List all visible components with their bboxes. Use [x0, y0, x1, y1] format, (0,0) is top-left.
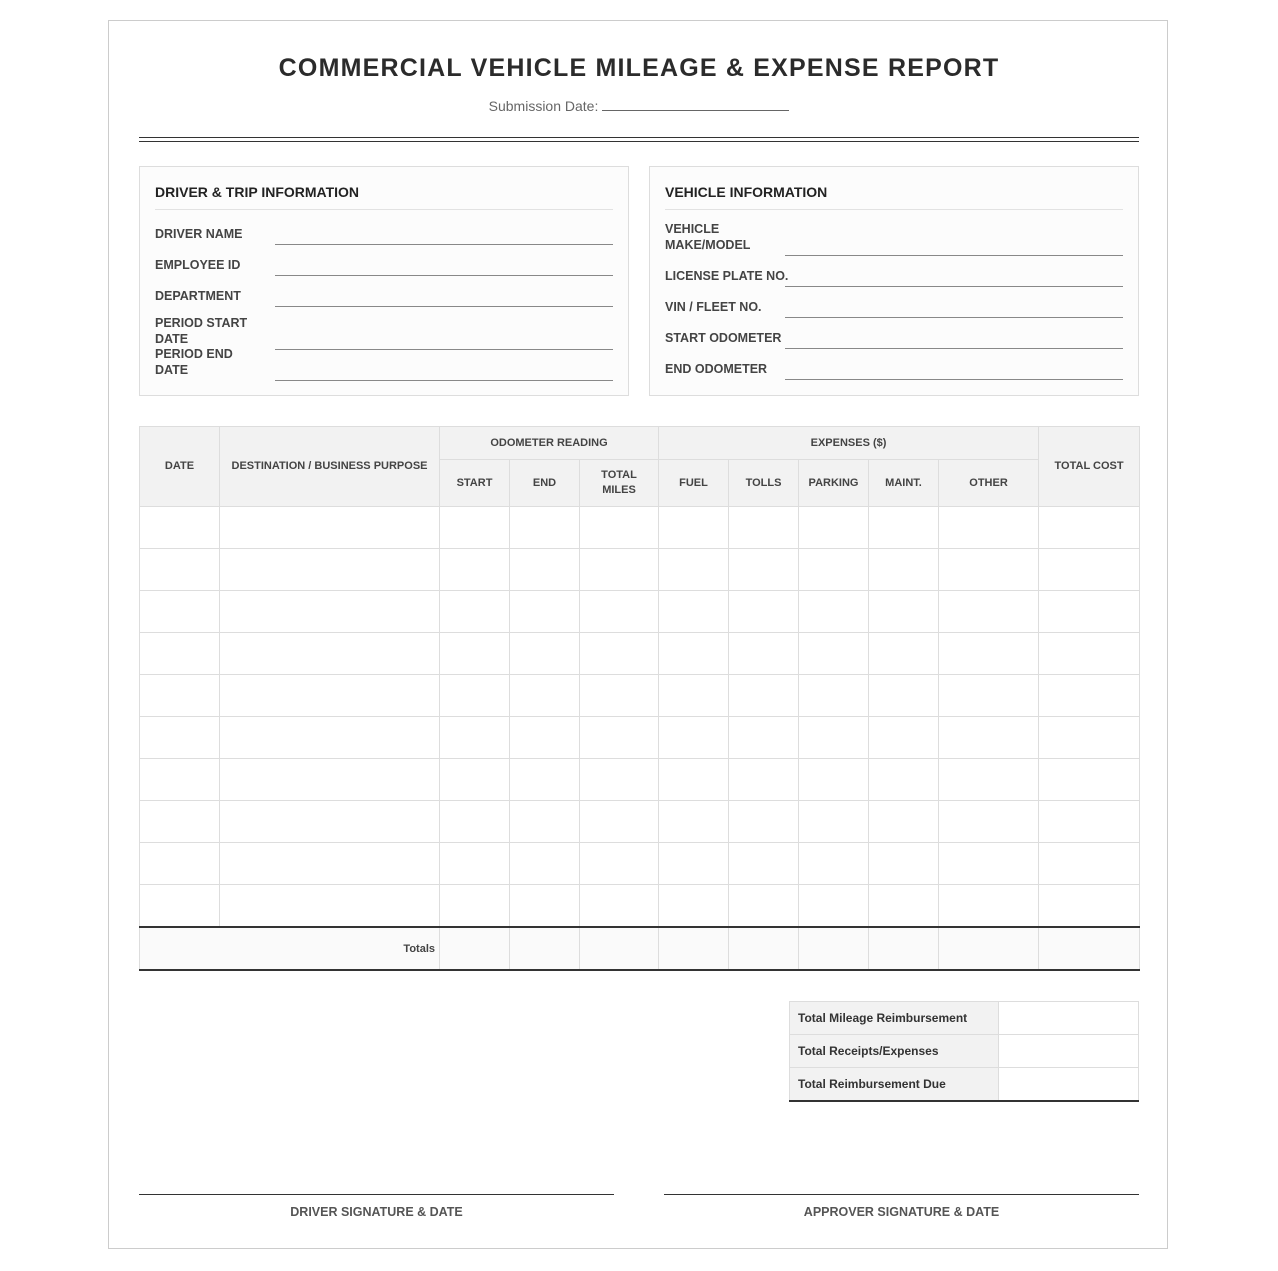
col-parking: PARKING [799, 460, 869, 507]
employee-id-field[interactable] [155, 254, 613, 276]
table-cell[interactable] [510, 759, 580, 801]
period-end-date-field[interactable] [155, 347, 613, 381]
table-cell[interactable] [510, 549, 580, 591]
table-cell[interactable] [869, 843, 939, 885]
table-row [140, 507, 1140, 549]
summary-row [790, 1035, 1139, 1068]
department-input[interactable] [275, 306, 613, 307]
table-cell[interactable] [1039, 549, 1140, 591]
table-cell[interactable] [729, 759, 799, 801]
total-miles-cell[interactable] [580, 927, 659, 970]
start-odometer-input[interactable] [785, 348, 1123, 349]
table-cell[interactable] [140, 675, 220, 717]
table-cell[interactable] [1039, 843, 1140, 885]
summary-row [790, 1068, 1139, 1102]
table-cell[interactable] [729, 885, 799, 928]
table-cell[interactable] [220, 633, 440, 675]
table-cell[interactable] [580, 549, 659, 591]
table-cell[interactable] [869, 633, 939, 675]
table-cell[interactable] [939, 633, 1039, 675]
col-date: DATE [140, 427, 220, 507]
table-cell[interactable] [659, 801, 729, 843]
table-cell[interactable] [140, 843, 220, 885]
table-cell[interactable] [140, 885, 220, 928]
page-title: COMMERCIAL VEHICLE MILEAGE & EXPENSE REPORT [278, 54, 1000, 82]
table-cell[interactable] [869, 801, 939, 843]
table-cell[interactable] [659, 507, 729, 549]
table-cell[interactable] [440, 843, 510, 885]
totals-row [140, 927, 1140, 970]
table-cell[interactable] [729, 507, 799, 549]
col-start: START [440, 460, 510, 507]
table-cell[interactable] [510, 843, 580, 885]
col-tolls: TOLLS [729, 460, 799, 507]
vehicle-make-model-label: VEHICLE MAKE/MODEL [665, 222, 751, 252]
col-total-cost: TOTAL COST [1039, 427, 1140, 507]
total-other-cell[interactable] [939, 927, 1039, 970]
table-cell[interactable] [510, 633, 580, 675]
department-label: DEPARTMENT [155, 289, 241, 303]
table-cell[interactable] [939, 549, 1039, 591]
table-cell[interactable] [580, 717, 659, 759]
table-cell[interactable] [799, 885, 869, 928]
driver-name-input[interactable] [275, 244, 613, 245]
table-cell[interactable] [939, 591, 1039, 633]
table-cell[interactable] [1039, 801, 1140, 843]
total-tolls-cell[interactable] [729, 927, 799, 970]
table-cell[interactable] [939, 717, 1039, 759]
table-cell[interactable] [510, 717, 580, 759]
table-cell[interactable] [939, 801, 1039, 843]
reimbursement-summary [789, 1001, 1139, 1102]
totals-label: Totals [140, 927, 440, 970]
total-maint-cell[interactable] [869, 927, 939, 970]
table-cell[interactable] [510, 591, 580, 633]
table-cell[interactable] [869, 885, 939, 928]
driver-name-label: DRIVER NAME [155, 227, 243, 241]
table-cell[interactable] [659, 759, 729, 801]
table-cell[interactable] [140, 591, 220, 633]
table-cell[interactable] [140, 759, 220, 801]
period-end-date-label: PERIOD END DATE [155, 347, 233, 377]
table-cell[interactable] [140, 633, 220, 675]
table-cell[interactable] [869, 675, 939, 717]
table-cell[interactable] [869, 507, 939, 549]
table-cell[interactable] [220, 717, 440, 759]
employee-id-label: EMPLOYEE ID [155, 258, 241, 272]
table-cell[interactable] [939, 759, 1039, 801]
report-page [108, 20, 1168, 1249]
employee-id-input[interactable] [275, 275, 613, 276]
table-cell[interactable] [140, 801, 220, 843]
table-cell[interactable] [440, 549, 510, 591]
vin-fleet-field[interactable] [665, 296, 1123, 318]
submission-date [109, 98, 1169, 114]
reimbursement-due-label: Total Reimbursement Due [790, 1068, 999, 1102]
table-cell[interactable] [659, 843, 729, 885]
table-cell[interactable] [1039, 759, 1140, 801]
table-cell[interactable] [580, 675, 659, 717]
table-cell[interactable] [659, 717, 729, 759]
table-cell[interactable] [220, 843, 440, 885]
table-cell[interactable] [1039, 507, 1140, 549]
table-cell[interactable] [440, 801, 510, 843]
table-cell[interactable] [799, 843, 869, 885]
table-row [140, 549, 1140, 591]
table-row [140, 717, 1140, 759]
table-cell[interactable] [939, 675, 1039, 717]
table-cell[interactable] [659, 549, 729, 591]
driver-section-title: DRIVER & TRIP INFORMATION [155, 184, 613, 210]
total-parking-cell[interactable] [799, 927, 869, 970]
col-other: OTHER [939, 460, 1039, 507]
table-cell[interactable] [580, 591, 659, 633]
submission-date-field[interactable] [602, 98, 789, 111]
mileage-reimbursement-value[interactable] [999, 1002, 1139, 1035]
table-cell[interactable] [220, 759, 440, 801]
table-row [140, 885, 1140, 928]
receipts-expenses-value[interactable] [999, 1035, 1139, 1068]
header-divider [139, 137, 1139, 142]
table-cell[interactable] [1039, 675, 1140, 717]
table-cell[interactable] [939, 843, 1039, 885]
start-odometer-label: START ODOMETER [665, 331, 782, 345]
table-cell[interactable] [220, 507, 440, 549]
table-cell[interactable] [580, 801, 659, 843]
table-cell[interactable] [140, 507, 220, 549]
table-cell[interactable] [729, 843, 799, 885]
table-cell[interactable] [440, 507, 510, 549]
table-cell[interactable] [799, 717, 869, 759]
table-cell[interactable] [799, 507, 869, 549]
end-odometer-field[interactable] [665, 358, 1123, 380]
table-cell[interactable] [729, 675, 799, 717]
table-cell[interactable] [939, 507, 1039, 549]
table-row [140, 759, 1140, 801]
table-cell[interactable] [659, 633, 729, 675]
period-start-date-label: PERIOD START DATE [155, 316, 248, 346]
table-cell[interactable] [580, 759, 659, 801]
table-cell[interactable] [869, 549, 939, 591]
table-cell[interactable] [659, 591, 729, 633]
table-cell[interactable] [729, 717, 799, 759]
grand-total-cost-cell[interactable] [1039, 927, 1140, 970]
col-group-expenses: EXPENSES ($) [659, 427, 1039, 460]
col-total-miles: TOTAL MILES [580, 460, 659, 507]
table-cell[interactable] [220, 885, 440, 928]
col-maint: MAINT. [869, 460, 939, 507]
vehicle-make-model-field[interactable] [665, 218, 1123, 256]
table-cell[interactable] [580, 885, 659, 928]
license-plate-field[interactable] [665, 265, 1123, 287]
license-plate-input[interactable] [785, 286, 1123, 287]
table-cell[interactable] [1039, 591, 1140, 633]
table-cell[interactable] [440, 591, 510, 633]
table-cell[interactable] [729, 801, 799, 843]
table-row [140, 843, 1140, 885]
table-cell[interactable] [140, 717, 220, 759]
table-cell[interactable] [440, 633, 510, 675]
table-cell[interactable] [729, 633, 799, 675]
vin-fleet-label: VIN / FLEET NO. [665, 300, 762, 314]
table-cell[interactable] [220, 801, 440, 843]
summary-row [790, 1002, 1139, 1035]
table-cell[interactable] [580, 843, 659, 885]
col-end: END [510, 460, 580, 507]
col-fuel: FUEL [659, 460, 729, 507]
vehicle-section-title: VEHICLE INFORMATION [665, 184, 1123, 210]
table-cell[interactable] [440, 759, 510, 801]
period-end-date-input[interactable] [275, 380, 613, 381]
table-cell[interactable] [220, 591, 440, 633]
table-cell[interactable] [440, 717, 510, 759]
table-cell[interactable] [869, 591, 939, 633]
start-odometer-field[interactable] [665, 327, 1123, 349]
table-cell[interactable] [939, 885, 1039, 928]
table-cell[interactable] [510, 675, 580, 717]
table-cell[interactable] [869, 717, 939, 759]
vehicle-section [649, 166, 1139, 396]
driver-signature-label: DRIVER SIGNATURE & DATE [290, 1205, 463, 1219]
license-plate-label: LICENSE PLATE NO. [665, 269, 789, 283]
table-row [140, 675, 1140, 717]
table-cell[interactable] [510, 507, 580, 549]
table-cell[interactable] [510, 801, 580, 843]
department-field[interactable] [155, 285, 613, 307]
total-fuel-cell[interactable] [659, 927, 729, 970]
table-row [140, 633, 1140, 675]
table-cell[interactable] [659, 675, 729, 717]
total-start-cell[interactable] [440, 927, 510, 970]
table-row [140, 801, 1140, 843]
vehicle-make-model-input[interactable] [785, 255, 1123, 256]
table-cell[interactable] [729, 591, 799, 633]
driver-trip-section [139, 166, 629, 396]
end-odometer-input[interactable] [785, 379, 1123, 380]
table-cell[interactable] [799, 549, 869, 591]
table-cell[interactable] [510, 885, 580, 928]
table-cell[interactable] [440, 885, 510, 928]
submission-date-label: Submission Date: [488, 98, 599, 114]
table-cell[interactable] [580, 507, 659, 549]
table-cell[interactable] [799, 675, 869, 717]
table-cell[interactable] [440, 675, 510, 717]
table-cell[interactable] [580, 633, 659, 675]
table-cell[interactable] [799, 759, 869, 801]
table-cell[interactable] [659, 885, 729, 928]
col-destination: DESTINATION / BUSINESS PURPOSE [220, 427, 440, 507]
vin-fleet-input[interactable] [785, 317, 1123, 318]
period-start-date-field[interactable] [155, 312, 613, 350]
table-cell[interactable] [1039, 885, 1140, 928]
table-cell[interactable] [1039, 633, 1140, 675]
approver-signature-label: APPROVER SIGNATURE & DATE [803, 1205, 1000, 1219]
table-cell[interactable] [140, 549, 220, 591]
trip-log-table [139, 426, 1140, 971]
total-end-cell[interactable] [510, 927, 580, 970]
table-cell[interactable] [869, 759, 939, 801]
period-start-date-input[interactable] [275, 349, 613, 350]
driver-signature-line[interactable] [139, 1194, 614, 1219]
end-odometer-label: END ODOMETER [665, 362, 768, 376]
driver-name-field[interactable] [155, 223, 613, 245]
table-cell[interactable] [1039, 717, 1140, 759]
table-row [140, 591, 1140, 633]
trip-log-body [140, 507, 1140, 971]
table-cell[interactable] [799, 591, 869, 633]
table-cell[interactable] [220, 675, 440, 717]
approver-signature-line[interactable] [664, 1194, 1139, 1219]
table-cell[interactable] [729, 549, 799, 591]
receipts-expenses-label: Total Receipts/Expenses [790, 1035, 999, 1068]
table-cell[interactable] [799, 801, 869, 843]
col-group-odometer: ODOMETER READING [440, 427, 659, 460]
mileage-reimbursement-label: Total Mileage Reimbursement [790, 1002, 999, 1035]
table-cell[interactable] [220, 549, 440, 591]
table-cell[interactable] [799, 633, 869, 675]
reimbursement-due-value[interactable] [999, 1068, 1139, 1102]
